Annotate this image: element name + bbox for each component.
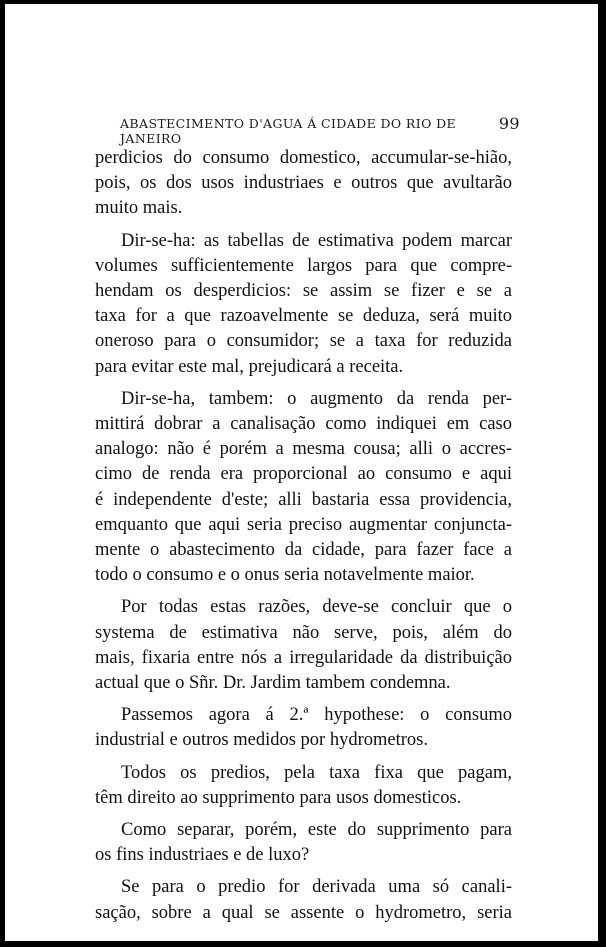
- text-line: analogo: não é porém a mesma cousa; alli o accres-: [95, 439, 512, 460]
- paragraph: [95, 761, 512, 811]
- text-line: Por todas estas razões, deve-se concluir que o: [121, 597, 512, 618]
- book-page: [5, 4, 598, 941]
- paragraph: [95, 387, 512, 589]
- text-line: cimo de renda era proporcional ao consumo e aqui: [95, 464, 512, 485]
- text-line: Dir-se-ha, tambem: o augmento da renda per-: [121, 388, 512, 409]
- running-title: ABASTECIMENTO D'AGUA Á CIDADE DO RIO DE JANEIRO: [120, 116, 457, 146]
- text-line: têm direito ao supprimento para usos domesticos.: [95, 787, 462, 808]
- text-line: actual que o Sñr. Dr. Jardim tambem condemna.: [95, 673, 451, 694]
- text-line: Como separar, porém, este do supprimento para: [121, 820, 512, 841]
- text-line: Passemos agora á 2.ª hypothese: o consumo: [121, 705, 512, 726]
- text-line: perdicios do consumo domestico, accumular-se-hião,: [95, 148, 512, 168]
- text-line: hendam os desperdicios: se assim se fizer e se a: [95, 281, 512, 302]
- text-line: para evitar este mal, prejudicará a receita.: [95, 356, 404, 377]
- text-line: emquanto que aqui seria preciso augmentar conjuncta-: [95, 514, 512, 535]
- paragraph: [95, 595, 512, 696]
- text-line: Dir-se-ha: as tabellas de estimativa podem marcar: [121, 230, 512, 251]
- text-line: industrial e outros medidos por hydrometros.: [95, 730, 428, 751]
- paragraph: [95, 818, 512, 868]
- text-line: muito mais.: [95, 198, 183, 219]
- text-line: oneroso para o consumidor; se a taxa for reduzida: [95, 331, 512, 352]
- text-line: volumes sufficientemente largos para que compre-: [95, 255, 512, 276]
- paragraph: [95, 703, 512, 753]
- running-header: [120, 116, 520, 146]
- text-line: mittirá dobrar a canalisação como indiquei em caso: [95, 414, 512, 435]
- text-line: Se para o predio for derivada uma só canali-: [121, 877, 512, 898]
- text-line: taxa for a que razoavelmente se deduza, será muito: [95, 306, 512, 327]
- text-line: é independente d'este; alli bastaria essa providencia,: [95, 489, 512, 510]
- text-line: todo o consumo e o onus seria notavelmente maior.: [95, 565, 475, 586]
- paragraph: [95, 875, 512, 925]
- text-line: sação, sobre a qual se assente o hydrometro, seria: [95, 902, 512, 923]
- text-line: os fins industriaes e de luxo?: [95, 845, 310, 866]
- page-number: 99: [498, 114, 520, 133]
- text-line: systema de estimativa não serve, pois, além do: [95, 622, 512, 643]
- paragraph: [95, 229, 512, 380]
- paragraph: [95, 146, 512, 222]
- text-line: pois, os dos usos industriaes e outros que avultarão: [95, 173, 512, 194]
- text-line: mente o abastecimento da cidade, para fazer face a: [95, 540, 512, 561]
- body-text: [95, 146, 512, 933]
- text-line: mais, fixaria entre nós a irregularidade da distribuição: [95, 647, 512, 668]
- text-line: Todos os predios, pela taxa fixa que pagam,: [121, 762, 512, 783]
